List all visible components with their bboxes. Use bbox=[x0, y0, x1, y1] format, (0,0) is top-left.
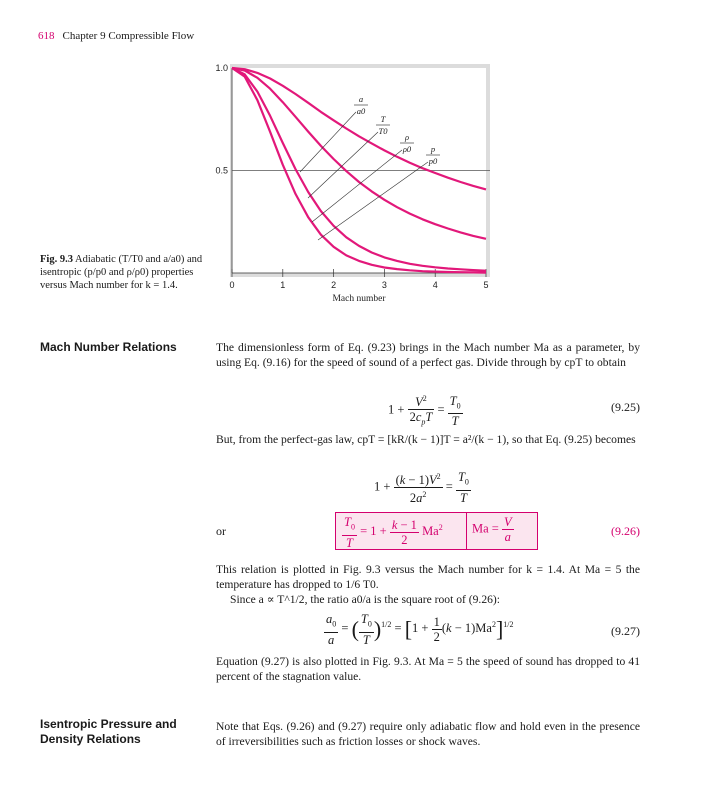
or-label: or bbox=[216, 524, 226, 538]
equation-number-9-27: (9.27) bbox=[611, 624, 640, 638]
y-tick-label: 1.0 bbox=[215, 63, 228, 73]
plot-area bbox=[215, 63, 490, 304]
figure-caption bbox=[40, 253, 205, 292]
figure-caption-text: Adiabatic (T/T0 and a/a0) and isentropic (p/p0 and ρ/ρ0) properties versus Mach number for k = 1.4. bbox=[40, 254, 203, 291]
paragraph-2: But, from the perfect-gas law, cpT = [kR/(k − 1)]T = a²/(k − 1), so that Eq. (9.25) becomes bbox=[216, 433, 636, 446]
y-tick-label: 0.5 bbox=[215, 165, 228, 176]
series-label-bottom-3: p0 bbox=[428, 156, 438, 166]
equation-9-26: or $\frac{T_0}{T}$ = 1 + $\frac{k - 1}{2}$ Ma$^2$ Ma = $\frac{V}{a}$ (9.26) bbox=[216, 518, 640, 558]
x-tick-label: 4 bbox=[432, 280, 438, 290]
figure-caption-label: Fig. 9.3 bbox=[40, 254, 73, 265]
equation-number-9-25: (9.25) bbox=[611, 400, 640, 414]
equation-9-25: 1 + $\frac{V^2}{2c_pT}$ = $\frac{T_0}{T}$ (9.25) bbox=[388, 393, 640, 429]
equation-9-27: $\frac{a_0}{a}$ = ( $\frac{T_0}{T}$ )$^{1/2}$ = [1 + $\frac{1}{2}$ $(k - 1)Ma^2]^{1/2}$ (9.27) bbox=[326, 612, 640, 647]
series-label-bottom-0: a0 bbox=[356, 106, 366, 116]
paragraph-3a: This relation is plotted in Fig. 9.3 versus the Mach number for k = 1.4. At Ma = 5 the temperature has dropped to 1/6 T0. bbox=[216, 563, 640, 591]
x-tick-label: 2 bbox=[331, 280, 337, 290]
paragraph-5: Note that Eqs. (9.26) and (9.27) require only adiabatic flow and hold even in the presence of irreversibilities such as friction losses or shock waves. bbox=[216, 720, 640, 748]
series-label-bottom-1: T0 bbox=[378, 126, 388, 136]
series-label-bottom-2: ρ0 bbox=[402, 144, 412, 154]
series-label-top-0: a bbox=[358, 94, 364, 104]
paragraph-1: The dimensionless form of Eq. (9.23) brings in the Mach number Ma as a parameter, by using Eq. (9.16) for the speed of sound of a perfect gas. Divide through by cpT to obtain bbox=[216, 341, 640, 369]
equation-unnumbered: 1 + $\frac{(k - 1)V^2}{2a^2}$ = $\frac{T_0}{T}$ bbox=[374, 470, 469, 506]
section-heading-mach: Mach Number Relations bbox=[40, 340, 177, 354]
x-axis-label: Mach number bbox=[332, 294, 386, 304]
section-heading-isentropic: Isentropic Pressure and Density Relations bbox=[40, 717, 177, 746]
paragraph-3b: Since a ∝ T^1/2, the ratio a0/a is the square root of (9.26): bbox=[230, 593, 500, 606]
page-number: 618 bbox=[38, 30, 55, 42]
series-label-top-2: ρ bbox=[404, 132, 410, 142]
series-label-top-1: T bbox=[380, 114, 386, 124]
x-tick-label: 5 bbox=[483, 280, 489, 290]
paragraph-4: Equation (9.27) is also plotted in Fig. 9.3. At Ma = 5 the speed of sound has dropped to 41 percent of the stagnation value. bbox=[216, 655, 640, 683]
x-tick-label: 3 bbox=[381, 280, 387, 290]
chapter-title: Chapter 9 Compressible Flow bbox=[62, 30, 195, 42]
equation-number-9-26: (9.26) bbox=[611, 524, 640, 538]
series-label-top-3: p bbox=[430, 144, 436, 154]
x-tick-label: 1 bbox=[280, 280, 286, 290]
x-tick-label: 0 bbox=[229, 280, 235, 290]
